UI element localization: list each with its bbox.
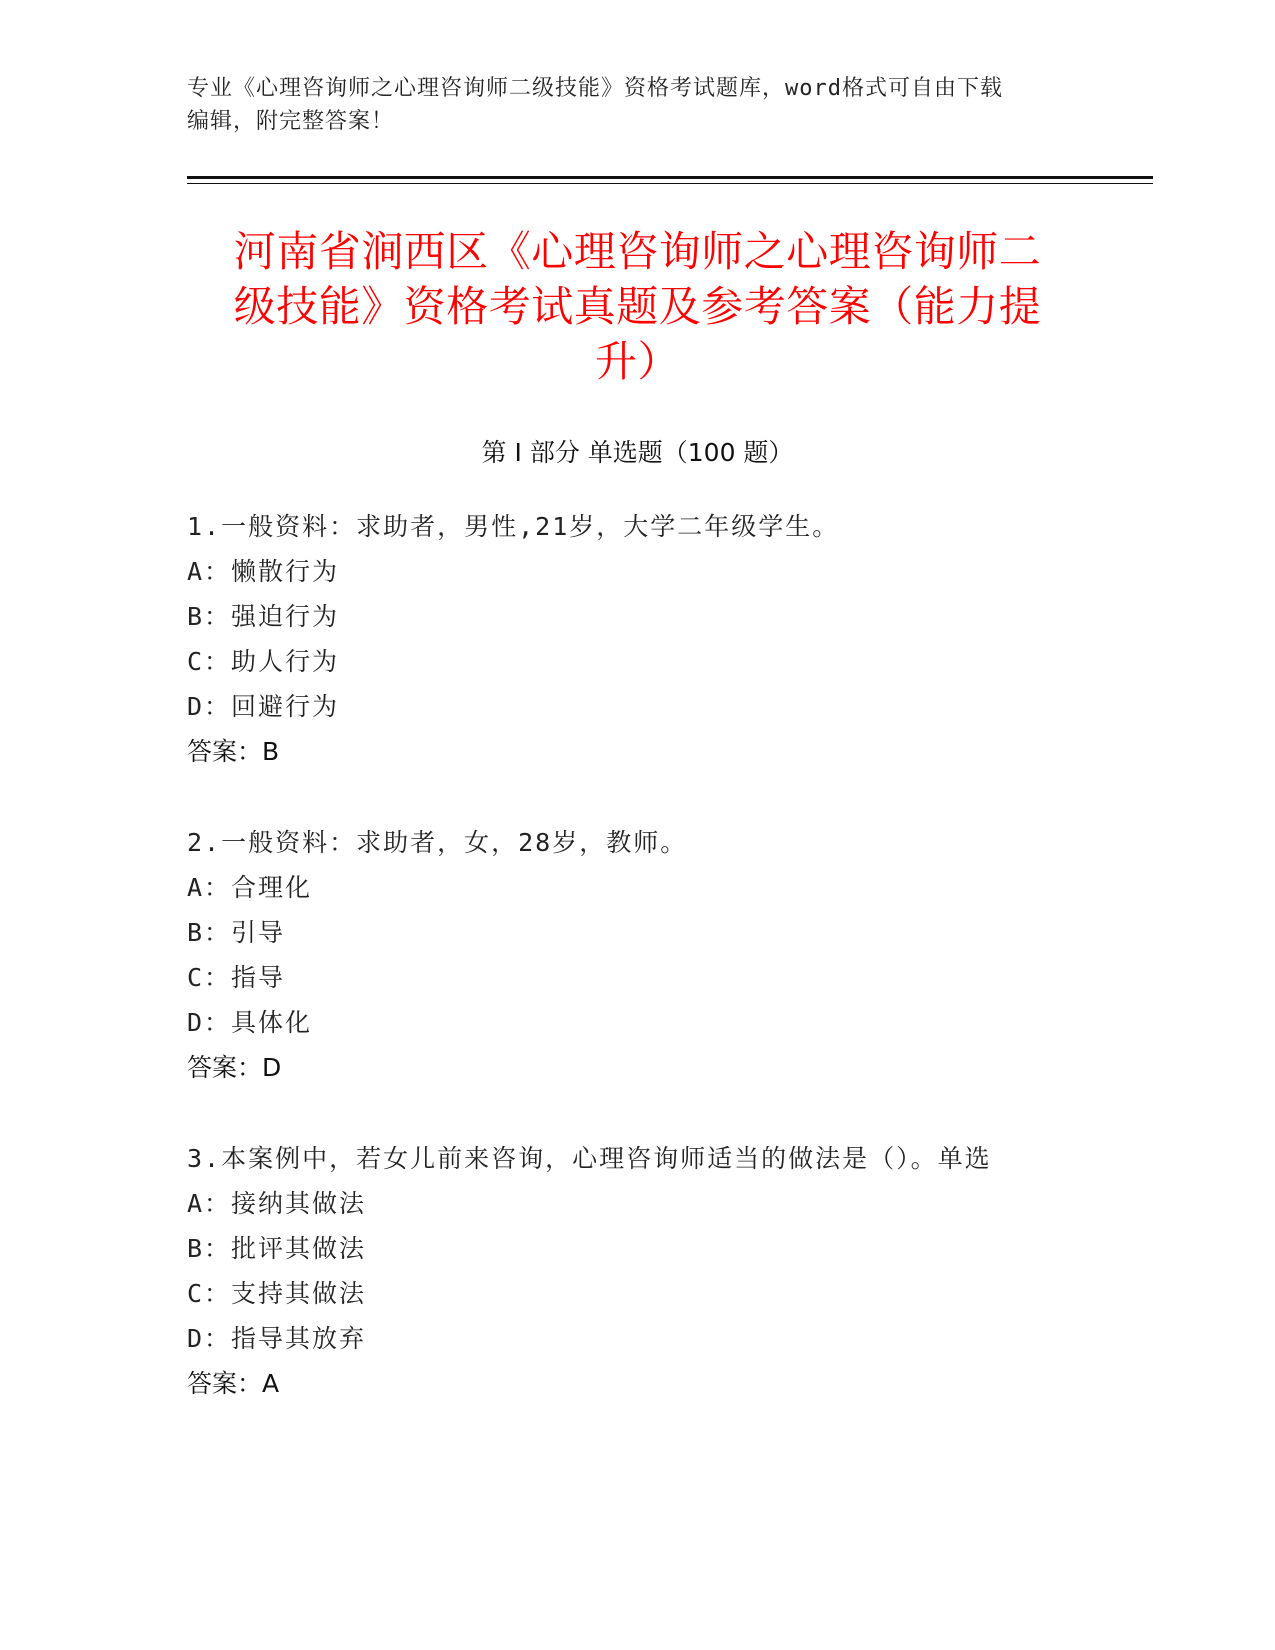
answer: 答案：D (187, 1053, 282, 1082)
question-1 (187, 504, 1087, 774)
option-c: C：支持其做法 (187, 1279, 367, 1308)
option-b: B：批评其做法 (187, 1234, 367, 1263)
document-title (180, 224, 1095, 389)
header-divider-thick (187, 176, 1153, 179)
question-stem: 1.一般资料：求助者，男性,21岁，大学二年级学生。 (187, 512, 840, 541)
section-title: 第 I 部分 单选题（100 题） (481, 438, 794, 467)
header-note-line-2: 编辑，附完整答案！ (187, 109, 395, 134)
question-3 (187, 1136, 1087, 1406)
header-note-line-1: 专业《心理咨询师之心理咨询师二级技能》资格考试题库，word格式可自由下载 (187, 76, 1003, 101)
document-title-line-2: 级技能》资格考试真题及参考答案（能力提 (233, 282, 1042, 331)
option-b: B：强迫行为 (187, 602, 340, 631)
option-c: C：助人行为 (187, 647, 340, 676)
document-title-line-3: 升） (594, 337, 680, 386)
option-d: D：具体化 (187, 1008, 313, 1037)
option-b: B：引导 (187, 918, 286, 947)
question-2 (187, 820, 1087, 1090)
answer: 答案：A (187, 1369, 280, 1398)
option-c: C：指导 (187, 963, 286, 992)
option-d: D：回避行为 (187, 692, 340, 721)
question-stem: 2.一般资料：求助者，女，28岁，教师。 (187, 828, 688, 857)
header-divider-thin (187, 183, 1153, 184)
option-a: A：合理化 (187, 873, 313, 902)
document-title-line-1: 河南省涧西区《心理咨询师之心理咨询师二 (233, 227, 1042, 276)
answer: 答案：B (187, 737, 280, 766)
option-d: D：指导其放弃 (187, 1324, 367, 1353)
question-stem: 3.本案例中，若女儿前来咨询，心理咨询师适当的做法是（）。单选 (187, 1144, 992, 1173)
header-note (187, 72, 1087, 138)
option-a: A：接纳其做法 (187, 1189, 367, 1218)
option-a: A：懒散行为 (187, 557, 340, 586)
